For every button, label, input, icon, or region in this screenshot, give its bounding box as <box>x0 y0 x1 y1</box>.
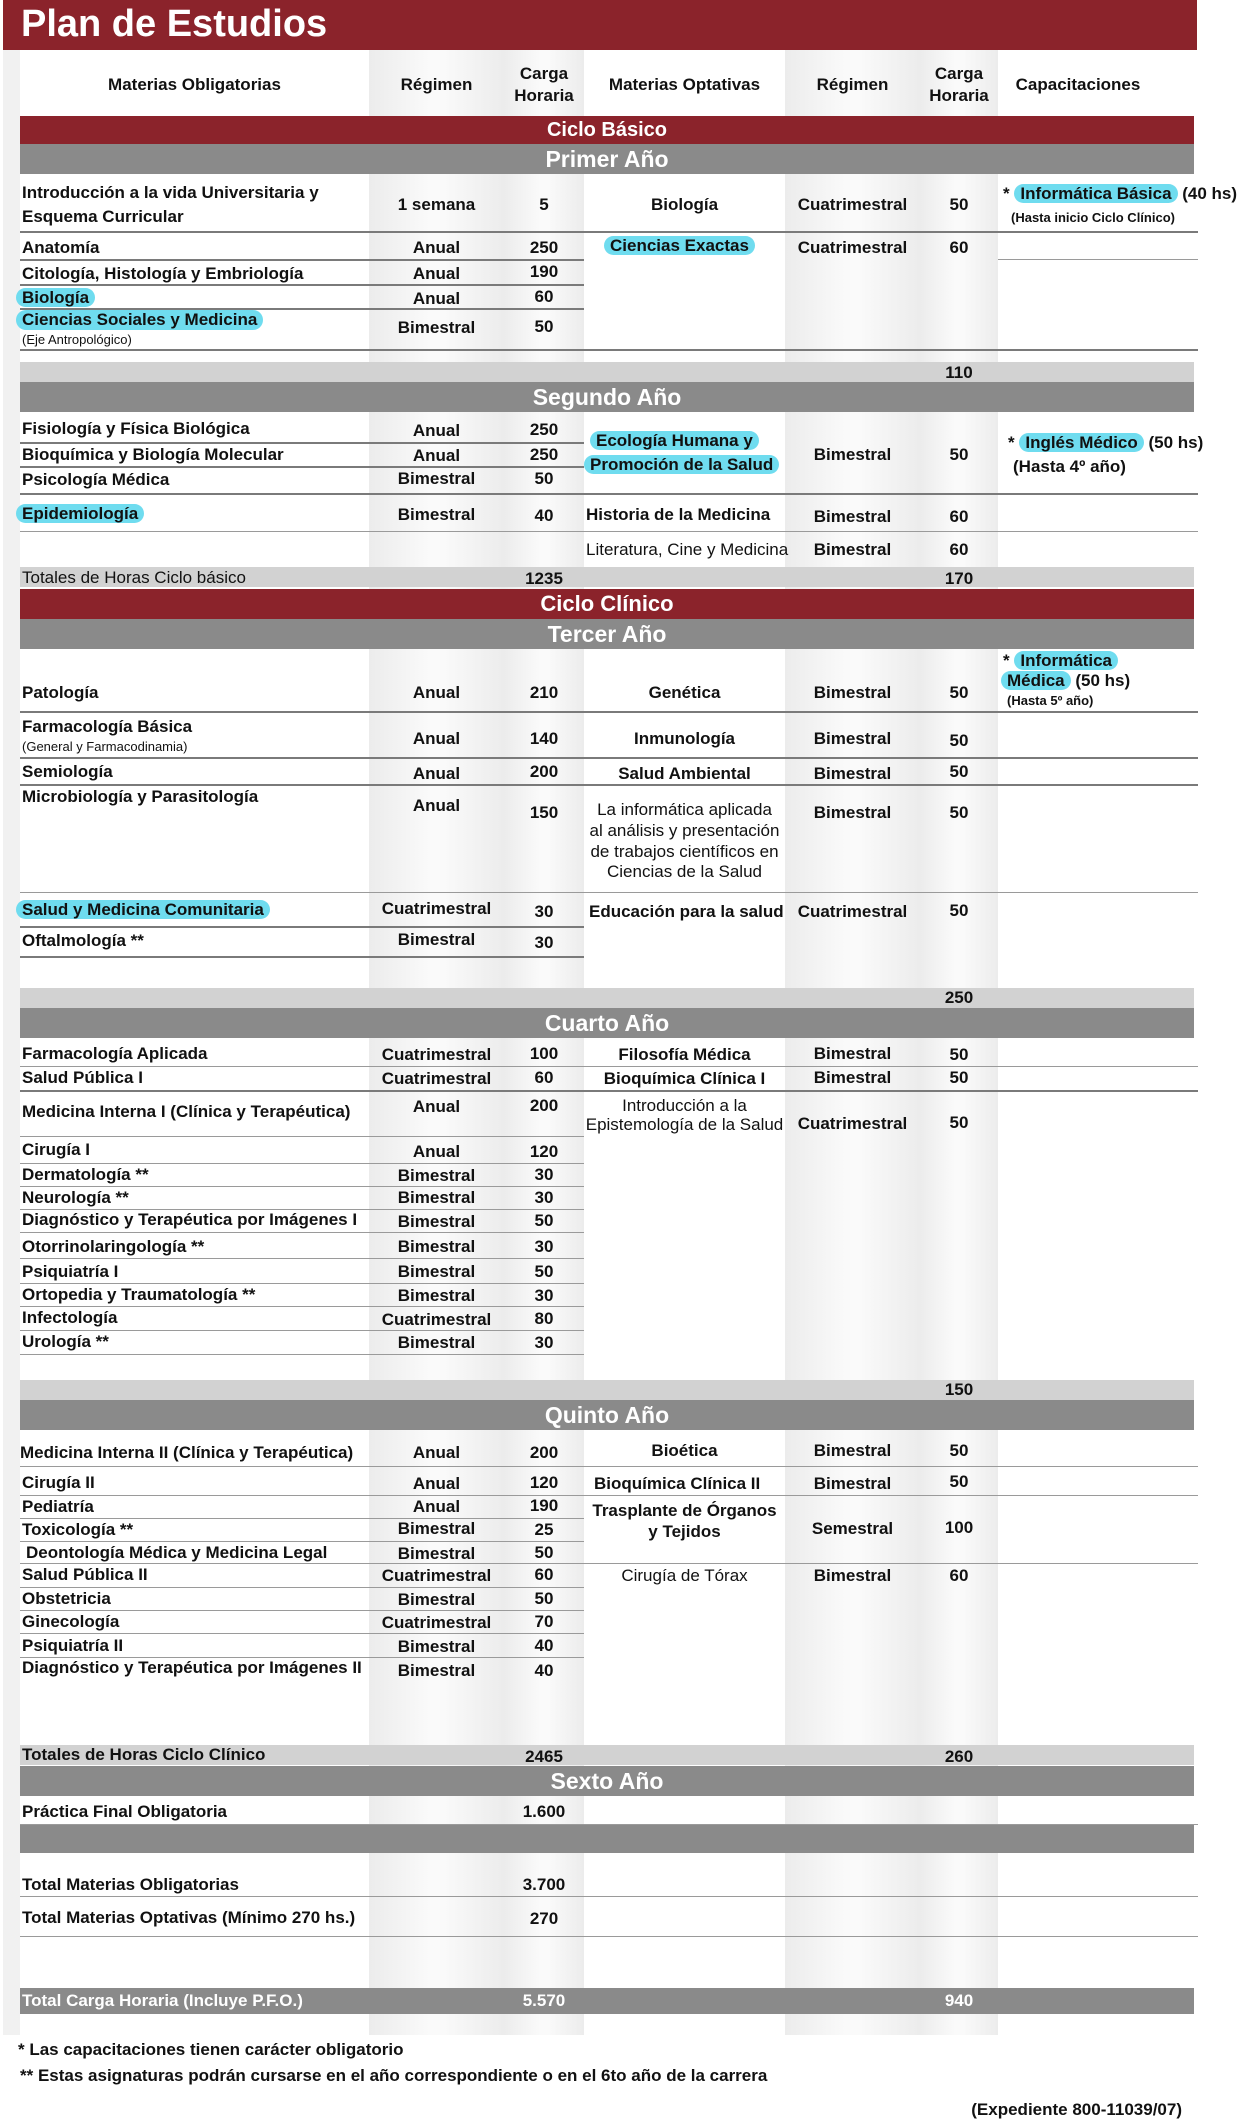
optional-course-regime: Cuatrimestral <box>797 902 908 921</box>
course-name: Microbiología y Parasitología <box>22 787 259 806</box>
course-name: Toxicología ** <box>22 1520 134 1539</box>
basic-cycle-total-optional: 170 <box>944 569 974 588</box>
optional-course-name: Historia de la Medicina <box>586 505 771 524</box>
optional-course-hours: 60 <box>949 238 969 257</box>
section-first-year: Primer Año <box>20 144 1194 174</box>
header-training: Capacitaciones <box>1015 75 1141 94</box>
row-divider <box>20 711 1198 713</box>
header-optional: Materias Optativas <box>608 75 761 94</box>
course-name: Psiquiatría II <box>22 1636 124 1655</box>
optional-course-name: Bioética <box>651 1441 718 1460</box>
course-hours: 50 <box>534 1543 554 1562</box>
header-regime: Régimen <box>400 75 473 94</box>
row-divider <box>20 1232 584 1233</box>
row-divider <box>20 531 1198 532</box>
course-regime: Bimestral <box>397 1333 476 1352</box>
optional-course-hours: 60 <box>949 1566 969 1585</box>
optional-course-name <box>590 431 759 451</box>
course-regime: Bimestral <box>397 1661 476 1680</box>
optional-course-name: Filosofía Médica <box>618 1045 751 1064</box>
course-name: Ginecología <box>22 1612 120 1631</box>
course-name <box>16 504 144 524</box>
opt-regime-column-shade <box>785 50 920 2035</box>
optional-course-hours: 50 <box>949 1441 969 1460</box>
row-divider <box>20 1330 584 1331</box>
course-regime: Anual <box>412 1474 461 1493</box>
course-hours: 200 <box>529 762 559 781</box>
row-divider <box>20 466 584 468</box>
course-hours: 100 <box>529 1044 559 1063</box>
training-highlight: Médica <box>1001 671 1071 690</box>
optional-course-name: Cirugía de Tórax <box>621 1566 748 1585</box>
row-divider <box>20 1936 1198 1937</box>
course-regime: 1 semana <box>397 195 476 214</box>
row-divider <box>20 1610 584 1611</box>
optional-course-regime: Bimestral <box>813 445 892 464</box>
row-divider <box>20 1633 584 1634</box>
first-year-subtotal-bar <box>20 362 1194 382</box>
course-name: Diagnóstico y Terapéutica por Imágenes II <box>22 1658 362 1677</box>
training-note: (Hasta 4º año) <box>1013 457 1126 476</box>
row-divider <box>20 442 584 444</box>
title-bar <box>3 0 1197 50</box>
course-regime: Bimestral <box>397 1286 476 1305</box>
optional-course-regime: Bimestral <box>813 803 892 822</box>
separator-band <box>20 1825 1194 1853</box>
clinical-cycle-totals-label: Totales de Horas Ciclo Clínico <box>22 1745 266 1764</box>
course-hours: 190 <box>529 262 559 281</box>
course-hours: 30 <box>534 1333 554 1352</box>
course-regime: Bimestral <box>397 469 476 488</box>
section-third-year: Tercer Año <box>20 619 1194 649</box>
course-regime: Anual <box>412 796 461 815</box>
course-regime: Cuatrimestral <box>381 1613 492 1632</box>
row-divider <box>20 892 1198 893</box>
regime-column-shade <box>369 50 504 2035</box>
course-name: Citología, Histología y Embriología <box>22 264 304 283</box>
optional-course-name <box>604 236 755 256</box>
course-regime: Bimestral <box>397 1262 476 1281</box>
opt-hours-column-shade <box>920 50 998 2035</box>
row-divider <box>20 757 1198 759</box>
summary-mandatory-hours: 3.700 <box>522 1875 566 1894</box>
optional-course-name: Introducción a la <box>622 1096 747 1115</box>
course-hours: 50 <box>534 1589 554 1608</box>
section-basic-cycle: Ciclo Básico <box>20 116 1194 144</box>
row-divider <box>20 1090 1198 1092</box>
grand-total-hours: 5.570 <box>522 1991 566 2010</box>
course-hours: 5 <box>539 195 549 214</box>
section-sixth-year: Sexto Año <box>20 1766 1194 1796</box>
course-name: Medicina Interna II (Clínica y Terapéutica) <box>20 1443 354 1462</box>
course-regime: Bimestral <box>397 1637 476 1656</box>
summary-optional-label: Total Materias Optativas (Mínimo 270 hs.) <box>22 1908 356 1927</box>
training-informatica-medica-line2 <box>1001 671 1130 691</box>
course-name: Cirugía II <box>22 1473 95 1492</box>
course-hours: 50 <box>534 1262 554 1281</box>
course-regime: Anual <box>412 1097 461 1116</box>
course-name: Dermatología ** <box>22 1165 149 1184</box>
highlight-biologia: Biología <box>16 288 95 307</box>
course-regime: Bimestral <box>397 1237 476 1256</box>
optional-subtotal: 150 <box>944 1380 974 1399</box>
course-name: Farmacología Aplicada <box>22 1044 208 1063</box>
course-name: Obstetricia <box>22 1589 111 1608</box>
optional-course-regime: Cuatrimestral <box>797 238 908 257</box>
header-mandatory: Materias Obligatorias <box>108 75 281 94</box>
course-name: Salud Pública II <box>22 1565 148 1584</box>
training-highlight: Inglés Médico <box>1019 433 1143 452</box>
expediente-number: (Expediente 800-11039/07) <box>971 2100 1182 2119</box>
optional-subtotal: 250 <box>944 988 974 1007</box>
course-hours: 25 <box>534 1520 554 1539</box>
basic-cycle-totals-label: Totales de Horas Ciclo básico <box>22 568 246 587</box>
clinical-cycle-total-hours: 2465 <box>525 1747 563 1766</box>
basic-cycle-total-hours: 1235 <box>525 569 563 588</box>
course-hours: 40 <box>534 1636 554 1655</box>
course-hours: 60 <box>534 287 554 306</box>
row-divider <box>20 956 584 958</box>
row-divider <box>20 284 584 286</box>
optional-course-regime: Semestral <box>811 1519 894 1538</box>
course-name <box>16 288 95 308</box>
footnote-training: * Las capacitaciones tienen carácter obligatorio <box>18 2040 404 2059</box>
optional-course-name: Literatura, Cine y Medicina <box>586 540 789 559</box>
course-name: Farmacología Básica <box>22 717 193 736</box>
course-hours: 1.600 <box>522 1802 566 1821</box>
course-regime: Anual <box>412 264 461 283</box>
course-regime: Bimestral <box>397 930 476 949</box>
highlight-promocion: Promoción de la Salud <box>584 455 779 474</box>
course-regime: Cuatrimestral <box>381 1310 492 1329</box>
optional-course-regime: Bimestral <box>813 507 892 526</box>
course-hours: 250 <box>529 420 559 439</box>
course-hours: 30 <box>534 902 554 921</box>
row-divider <box>20 1896 1198 1897</box>
course-name: Semiología <box>22 762 113 781</box>
optional-course-hours: 50 <box>949 195 969 214</box>
optional-course-hours: 50 <box>949 901 969 920</box>
course-name: Otorrinolaringología ** <box>22 1237 205 1256</box>
optional-course-name: Bioquímica Clínica I <box>603 1069 766 1088</box>
training-star: * <box>1008 433 1020 452</box>
course-name: Fisiología y Física Biológica <box>22 419 250 438</box>
row-divider <box>20 784 1198 786</box>
optional-course-name: Bioquímica Clínica II <box>594 1474 761 1493</box>
course-hours: 40 <box>534 1661 554 1680</box>
training-informatica-medica <box>1003 651 1118 671</box>
course-hours: 30 <box>534 1165 554 1184</box>
course-hours: 150 <box>529 803 559 822</box>
course-hours: 30 <box>534 933 554 952</box>
section-second-year: Segundo Año <box>20 382 1194 412</box>
course-hours: 120 <box>529 1142 559 1161</box>
course-name <box>16 900 270 920</box>
optional-course-name: Ciencias de la Salud <box>607 862 762 881</box>
course-name: Neurología ** <box>22 1188 129 1207</box>
row-divider <box>20 1136 584 1137</box>
header-opt-regime: Régimen <box>816 75 889 94</box>
row-divider <box>20 1495 1198 1496</box>
course-hours: 70 <box>534 1612 554 1631</box>
training-highlight: Informática Básica <box>1014 184 1177 203</box>
optional-course-hours: 50 <box>949 445 969 464</box>
course-hours: 210 <box>529 683 559 702</box>
optional-course-name: Inmunología <box>633 729 736 748</box>
optional-course-hours: 50 <box>949 1472 969 1491</box>
training-star: * <box>1003 651 1015 670</box>
row-divider <box>998 259 1198 260</box>
optional-course-hours: 60 <box>949 507 969 526</box>
course-hours: 30 <box>534 1237 554 1256</box>
course-name: Patología <box>22 683 99 702</box>
course-name: Cirugía I <box>22 1140 91 1159</box>
row-divider <box>20 1354 584 1355</box>
optional-course-regime: Cuatrimestral <box>797 1114 908 1133</box>
course-hours: 250 <box>529 238 559 257</box>
highlight-ciencias-exactas: Ciencias Exactas <box>604 236 755 255</box>
clinical-cycle-total-optional: 260 <box>944 1747 974 1766</box>
course-regime: Bimestral <box>397 318 476 337</box>
course-name: Salud Pública I <box>22 1068 143 1087</box>
course-regime: Cuatrimestral <box>381 1566 492 1585</box>
row-divider <box>20 259 584 261</box>
row-divider <box>20 231 1198 233</box>
optional-course-name: Salud Ambiental <box>618 764 751 783</box>
optional-course-hours: 50 <box>949 731 969 750</box>
training-duration: (50 hs) <box>1143 433 1204 452</box>
optional-course-name: y Tejidos <box>648 1522 721 1541</box>
optional-course-name <box>584 455 779 475</box>
training-informatica-basica <box>1003 184 1237 204</box>
course-hours: 50 <box>534 317 554 336</box>
optional-course-name: Genética <box>648 683 721 702</box>
course-regime: Anual <box>412 446 461 465</box>
training-star: * <box>1003 184 1015 203</box>
row-divider <box>20 1541 584 1542</box>
course-hours: 30 <box>534 1286 554 1305</box>
course-name: Psiquiatría I <box>22 1262 119 1281</box>
optional-course-hours: 50 <box>949 1113 969 1132</box>
highlight-epidemiologia: Epidemiología <box>16 504 144 523</box>
course-name: Urología ** <box>22 1332 109 1351</box>
optional-subtotal: 110 <box>945 363 973 382</box>
highlight-ciencias-sociales: Ciencias Sociales y Medicina <box>16 310 263 330</box>
course-regime: Bimestral <box>397 1212 476 1231</box>
course-name: Medicina Interna I (Clínica y Terapéutica) <box>22 1102 351 1121</box>
left-strip <box>3 50 20 2035</box>
hours-column-shade <box>504 50 584 2035</box>
row-divider <box>20 1283 584 1284</box>
optional-course-name: Biología <box>650 195 719 214</box>
optional-course-name: Epistemología de la Salud <box>585 1115 784 1134</box>
course-hours: 200 <box>529 1096 559 1115</box>
training-ingles-medico <box>1008 433 1203 453</box>
optional-course-name: de trabajos científicos en <box>590 842 779 861</box>
course-name <box>16 310 263 330</box>
optional-course-regime: Bimestral <box>813 764 892 783</box>
optional-course-regime: Bimestral <box>813 1044 892 1063</box>
section-fourth-year: Cuarto Año <box>20 1008 1194 1038</box>
course-regime: Anual <box>412 421 461 440</box>
course-hours: 140 <box>529 729 559 748</box>
optional-course-regime: Bimestral <box>813 540 892 559</box>
footnote-optional-years: ** Estas asignaturas podrán cursarse en el año correspondiente o en el 6to año de la carrera <box>20 2066 768 2085</box>
optional-course-name: Educación para la salud <box>589 902 784 921</box>
course-name: Infectología <box>22 1308 118 1327</box>
course-regime: Anual <box>412 1497 461 1516</box>
training-highlight: Informática <box>1014 651 1118 670</box>
course-regime: Anual <box>412 1142 461 1161</box>
optional-course-hours: 50 <box>949 683 969 702</box>
course-regime: Anual <box>412 1443 461 1462</box>
course-hours: 50 <box>534 1211 554 1230</box>
optional-course-hours: 50 <box>949 803 969 822</box>
row-divider <box>20 926 584 928</box>
course-regime: Anual <box>412 683 461 702</box>
course-regime: Anual <box>412 289 461 308</box>
summary-optional-hours: 270 <box>529 1909 559 1928</box>
optional-course-regime: Bimestral <box>813 1566 892 1585</box>
course-regime: Anual <box>412 238 461 257</box>
course-hours: 250 <box>529 445 559 464</box>
course-hours: 50 <box>534 469 554 488</box>
course-name: Esquema Curricular <box>22 207 184 226</box>
course-name: Oftalmología ** <box>22 931 144 950</box>
course-name: Deontología Médica y Medicina Legal <box>26 1543 328 1562</box>
section-fifth-year: Quinto Año <box>20 1400 1194 1430</box>
row-divider <box>20 349 1198 351</box>
course-name: Pediatría <box>22 1497 94 1516</box>
optional-course-regime: Bimestral <box>813 729 892 748</box>
course-regime: Cuatrimestral <box>381 899 492 918</box>
training-duration: (40 hs) <box>1177 184 1237 203</box>
course-hours: 60 <box>534 1068 554 1087</box>
course-name: Anatomía <box>22 238 100 257</box>
course-regime: Bimestral <box>397 1544 476 1563</box>
course-regime: Cuatrimestral <box>381 1045 492 1064</box>
training-duration: (50 hs) <box>1070 671 1131 690</box>
section-clinical-cycle: Ciclo Clínico <box>20 589 1194 619</box>
course-hours: 200 <box>529 1443 559 1462</box>
optional-course-name: al análisis y presentación <box>589 821 780 840</box>
course-regime: Anual <box>412 764 461 783</box>
row-divider <box>20 1258 584 1259</box>
course-name: Práctica Final Obligatoria <box>22 1802 228 1821</box>
summary-mandatory-label: Total Materias Obligatorias <box>22 1875 239 1894</box>
course-regime: Bimestral <box>397 1590 476 1609</box>
fourth-year-subtotal-bar <box>20 1380 1194 1400</box>
course-regime: Cuatrimestral <box>381 1069 492 1088</box>
row-divider <box>20 1466 1198 1467</box>
optional-course-hours: 60 <box>949 540 969 559</box>
course-hours: 30 <box>534 1188 554 1207</box>
row-divider <box>20 1563 1198 1564</box>
third-year-subtotal-bar <box>20 988 1194 1008</box>
course-hours: 60 <box>534 1565 554 1584</box>
optional-course-name: La informática aplicada <box>597 800 772 819</box>
page-title: Plan de Estudios <box>21 3 328 45</box>
course-hours: 40 <box>534 506 554 525</box>
optional-course-regime: Bimestral <box>813 1474 892 1493</box>
course-name: Ortopedia y Traumatología ** <box>22 1285 256 1304</box>
course-name: Psicología Médica <box>22 470 170 489</box>
course-subtitle: (General y Farmacodinamia) <box>22 739 188 754</box>
highlight-salud-comunitaria: Salud y Medicina Comunitaria <box>16 900 270 919</box>
course-regime: Bimestral <box>397 505 476 524</box>
optional-course-regime: Bimestral <box>813 1441 892 1460</box>
course-name: Bioquímica y Biología Molecular <box>22 445 284 464</box>
training-note: (Hasta inicio Ciclo Clínico) <box>1011 210 1175 225</box>
grand-total-optional: 940 <box>944 1991 974 2010</box>
row-divider <box>20 1587 584 1588</box>
course-hours: 80 <box>534 1309 554 1328</box>
course-subtitle: (Eje Antropológico) <box>22 332 132 347</box>
course-hours: 190 <box>529 1496 559 1515</box>
row-divider <box>20 1066 1198 1067</box>
optional-course-name: Trasplante de Órganos <box>592 1501 777 1520</box>
course-regime: Anual <box>412 729 461 748</box>
row-divider <box>20 1306 584 1307</box>
course-regime: Bimestral <box>397 1519 476 1538</box>
row-divider <box>20 493 1198 495</box>
row-divider <box>20 1163 584 1164</box>
course-regime: Bimestral <box>397 1166 476 1185</box>
grand-total-label: Total Carga Horaria (Incluye P.F.O.) <box>22 1991 303 2010</box>
course-name: Diagnóstico y Terapéutica por Imágenes I <box>22 1210 358 1229</box>
course-hours: 120 <box>529 1473 559 1492</box>
optional-course-hours: 100 <box>944 1518 974 1537</box>
optional-course-regime: Bimestral <box>813 683 892 702</box>
optional-course-hours: 50 <box>949 1045 969 1064</box>
optional-course-hours: 50 <box>949 762 969 781</box>
training-note: (Hasta 5º año) <box>1007 693 1094 708</box>
course-name: Introducción a la vida Universitaria y <box>22 183 319 202</box>
optional-course-hours: 50 <box>949 1068 969 1087</box>
optional-course-regime: Cuatrimestral <box>797 195 908 214</box>
header-opt-hours: Carga Horaria <box>929 64 989 105</box>
highlight-ecologia: Ecología Humana y <box>590 431 759 450</box>
row-divider <box>20 1186 584 1187</box>
optional-course-regime: Bimestral <box>813 1068 892 1087</box>
course-regime: Bimestral <box>397 1188 476 1207</box>
header-hours: Carga Horaria <box>514 64 574 105</box>
